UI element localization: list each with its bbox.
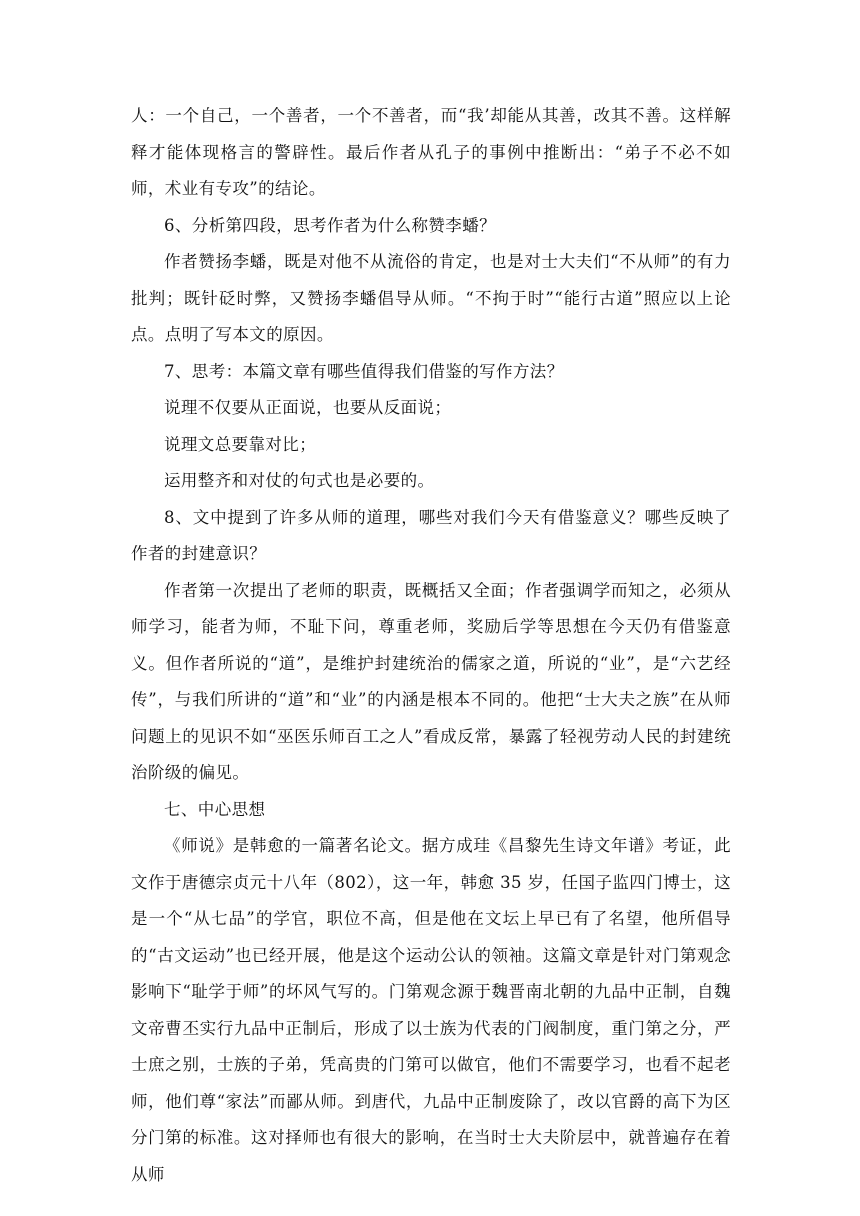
answer-7-point-2: 说理文总要靠对比；	[164, 434, 317, 454]
answer-7-point-3: 运用整齐和对仗的句式也是必要的。	[164, 471, 435, 490]
paragraph-continuation: 人：一个自己，一个善者，一个不善者，而“我’却能从其善，改其不善。这样解释才能体现格言的警辟性。最后作者从孔子的事例中推断出：“弟子不必不如师，术业有专攻”的结论。	[131, 106, 731, 198]
section-heading-central-idea: 七、中心思想	[164, 799, 266, 819]
question-8: 8、文中提到了许多从师的道理，哪些对我们今天有借鉴意义？哪些反映了作者的封建意识？	[131, 507, 731, 563]
answer-6: 作者赞扬李蟠，既是对他不从流俗的肯定，也是对士大夫们“不从师”的有力批判；既针砭时弊，又赞扬李蟠倡导从师。“不拘于时”“能行古道”照应以上论点。点明了写本文的原因。	[131, 252, 731, 344]
central-idea-paragraph: 《师说》是韩愈的一篇著名论文。据方成珪《昌黎先生诗文年谱》考证，此文作于唐德宗贞元十八年（802），这一年，韩愈 35 岁，任国子监四门博士，这是一个“从七品”的学官，职位不高，但是他在文坛上早已有了名望，他所倡导的“古文运动”也已经开展，他是这个运动公认的领袖。这篇文章是针对门第观念影响下“耻学于师”的坏风气写的。门第观念源于魏晋南北朝的九品中正制，自魏文帝曹丕实行九品中正制后，形成了以士族为代表的门阀制度，重门第之分，严士庶之别，士族的子弟，凭高贵的门第可以做官，他们不需要学习，也看不起老师，他们尊“家法”而鄙从师。到唐代，九品中正制废除了，改以官爵的高下为区分门第的标准。这对择师也有很大的影响，在当时士大夫阶层中，就普遍存在着从师	[131, 836, 731, 1184]
answer-7-point-1: 说理不仅要从正面说，也要从反面说；	[164, 398, 452, 417]
answer-8: 作者第一次提出了老师的职责，既概括又全面；作者强调学而知之，必须从师学习，能者为师，不耻下问，尊重老师，奖励后学等思想在今天仍有借鉴意义。但作者所说的“道”，是维护封建统治的儒家之道，所说的“业”，是“六艺经传”，与我们所讲的“道”和“业”的内涵是根本不同的。他把“士大夫之族”在从师问题上的见识不如“巫医乐师百工之人”看成反常，暴露了轻视劳动人民的封建统治阶级的偏见。	[131, 580, 731, 782]
question-7: 7、思考：本篇文章有哪些值得我们借鉴的写作方法？	[164, 361, 564, 381]
question-6: 6、分析第四段，思考作者为什么称赞李蟠？	[164, 215, 496, 235]
document-body	[131, 98, 731, 1193]
